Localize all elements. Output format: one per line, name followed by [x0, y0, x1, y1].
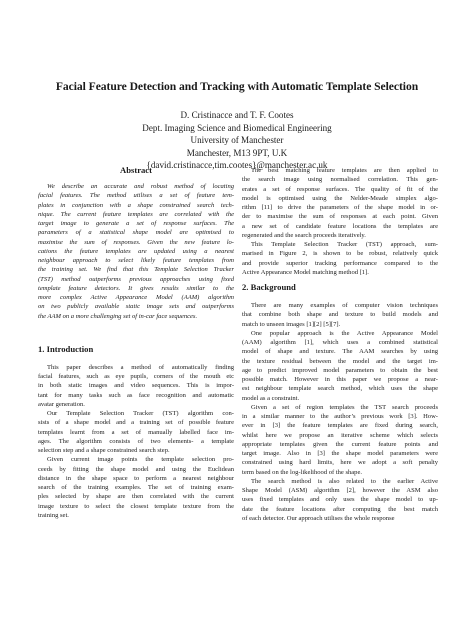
text-line: a new set of candidate feature locations the templates are [242, 222, 438, 230]
text-line: One popular approach is the Active Appearance Model [251, 329, 438, 337]
abstract-heading: Abstract [120, 165, 152, 175]
text-line: This paper describes a method of automatically finding [47, 363, 234, 371]
text-line: erates a set of response surfaces. The quality of fit of the [242, 185, 438, 193]
text-line: the training set. We find that this Template Selection Tracker [38, 266, 234, 274]
text-line: (AAM) algorithm [1], which uses a combined statistical [242, 339, 438, 346]
text-line: image texture to select the closest template texture from the [38, 502, 234, 510]
text-line: nique. The current feature templates are correlated with the [38, 210, 234, 218]
right-paragraph-1 [242, 166, 438, 240]
text-line: constrained using hard limits, here we adopt a soft penalty [242, 459, 438, 467]
text-line: ever in [3] the feature templates are fixed during search, [242, 422, 438, 430]
text-line: on two publicly available static image sets and outperforms [38, 303, 234, 311]
paper-title: Facial Feature Detection and Tracking with Automatic Template Selection [55, 80, 419, 93]
text-line: the texture residual between the model and the target im- [242, 357, 438, 365]
background-paragraph-2 [242, 329, 438, 403]
background-paragraph-4 [242, 477, 438, 523]
text-line: that combine both shape and texture to build models and [242, 311, 438, 319]
author-block [0, 109, 474, 172]
introduction-heading: 1. Introduction [38, 343, 94, 354]
text-line: the search image using normalised correlation. This gen- [242, 176, 438, 184]
text-line: tant for many tasks such as face recognition and automatic [38, 391, 234, 399]
abstract-text [38, 182, 234, 321]
text-line: match to unseen images [1][2] [5][7]. [242, 320, 341, 328]
text-line: sists of a shape model and a training set of possible feature [38, 419, 234, 427]
text-line: model as a constraint. [242, 394, 300, 402]
text-line: ples selected by shape are then correlated with the current [38, 493, 234, 501]
text-line: possible match. However in this paper we propose a near- [242, 376, 438, 383]
text-line: There are many examples of computer vision techniques [251, 302, 438, 309]
text-line: We describe an accurate and robust method of locating [47, 183, 234, 190]
text-line: est neighbour template search method, which uses the shape [242, 385, 438, 393]
text-line: rithm [11] to drive the parameters of the shape model in or- [242, 204, 438, 211]
text-line: The best matching feature templates are then applied to [251, 167, 438, 174]
text-line: maximise the sum of responses. Given the new feature lo- [38, 238, 234, 246]
text-line: model is optimised using the Nelder-Meade simplex algo- [242, 194, 438, 202]
text-line: model of shape and texture. The AAM searches by using [242, 348, 438, 356]
text-line: neighbour approach to select likely feature templates from [38, 257, 234, 264]
text-line: Active Appearance Model matching method [1]. [242, 268, 369, 276]
text-line: date the feature locations after computing the best match [242, 505, 438, 513]
text-line: template feature detectors. It gives results similar to the [38, 284, 234, 292]
text-line: plates in conjunction with a shape constrained search tech- [38, 201, 234, 209]
text-line: parameters of a statistical shape model are optimised to [38, 229, 234, 237]
text-line: distance in the shape space to perform a nearest neighbour [38, 474, 234, 482]
author-department: Dept. Imaging Science and Biomedical Engineering [142, 122, 332, 133]
text-line: marised in Figure 2, is shown to be robust, relatively quick [242, 250, 438, 258]
text-line: age to predict improved model parameters to obtain the best [242, 366, 438, 374]
text-line: training set. [38, 511, 69, 519]
author-names: D. Cristinacce and T. F. Cootes [180, 110, 294, 120]
text-line: Shape Model (ASM) algorithm [2], however the ASM also [242, 487, 438, 494]
text-line: the AAM on a more challenging set of in-car face sequences. [38, 312, 198, 320]
text-line: Given a set of region templates the TST search proceeds [251, 403, 438, 411]
author-university: University of Manchester [190, 135, 284, 146]
text-line: der to maximise the sum of responses at each point. Given [242, 213, 438, 221]
text-line: Our Template Selection Tracker (TST) algorithm con- [47, 410, 234, 417]
text-line: avatar generation. [38, 400, 85, 408]
text-line: search of the training examples. The set of training exam- [38, 484, 234, 491]
background-paragraph-1 [242, 301, 438, 329]
text-line: target image to generate a set of response surfaces. The [38, 220, 234, 227]
text-line: term based on the log-likelihood of the shape. [242, 468, 362, 476]
author-address: Manchester, M13 9PT, U.K [186, 147, 288, 158]
right-paragraph-2 [242, 240, 438, 277]
text-line: whilst here we propose an iterative scheme which selects [242, 431, 438, 439]
text-line: of each detector. Our approach utilises the whole response [242, 514, 395, 522]
text-line: selection step and a shape constrained search step. [38, 447, 170, 454]
text-line: target image. Also in [3] the shape model parameters were [242, 450, 438, 457]
text-line: uses fixed templates and only uses the shape model to up- [242, 496, 438, 504]
text-line: in both static images and video sequences. This is impor- [38, 382, 234, 390]
right-column [242, 166, 438, 523]
text-line: and provide superior tracking performance compared to the [242, 259, 438, 267]
text-line: templates learnt from a set of manually labelled face im- [38, 428, 234, 436]
text-line: in a similar manner to the author’s previous work [3]. How- [242, 413, 438, 420]
text-line: appropriate templates given the current feature points and [242, 440, 438, 448]
background-heading: 2. Background [242, 282, 296, 292]
text-line: ceeds by fitting the shape model and using the Euclidean [38, 465, 234, 473]
text-line: cations the feature templates are updated using a nearest [38, 247, 234, 255]
text-line: Given current image points the template selection pro- [47, 456, 234, 464]
text-line: The search method is also related to the earlier Active [251, 477, 438, 485]
intro-paragraph-3 [38, 455, 234, 520]
text-line: (TST) method outperforms previous approaches using fixed [38, 275, 234, 283]
text-line: This Template Selection Tracker (TST) approach, sum- [251, 241, 438, 248]
author-emails: {david.cristinacce,tim.cootes}@manchester.ac.uk [146, 160, 328, 171]
text-line: regenerated and the search proceeds iteratively. [242, 231, 366, 239]
left-column [38, 166, 234, 520]
text-line: more complex Active Appearance Model (AAM) algorithm [38, 294, 234, 301]
text-line: facial features, such as eye pupils, corners of the mouth etc [38, 373, 234, 380]
intro-paragraph-2 [38, 409, 234, 455]
text-line: ages. The algorithm consists of two elements- a template [38, 437, 234, 445]
text-line: facial features. The method utilises a set of feature tem- [38, 192, 234, 200]
intro-paragraph-1 [38, 363, 234, 409]
background-paragraph-3 [242, 403, 438, 477]
